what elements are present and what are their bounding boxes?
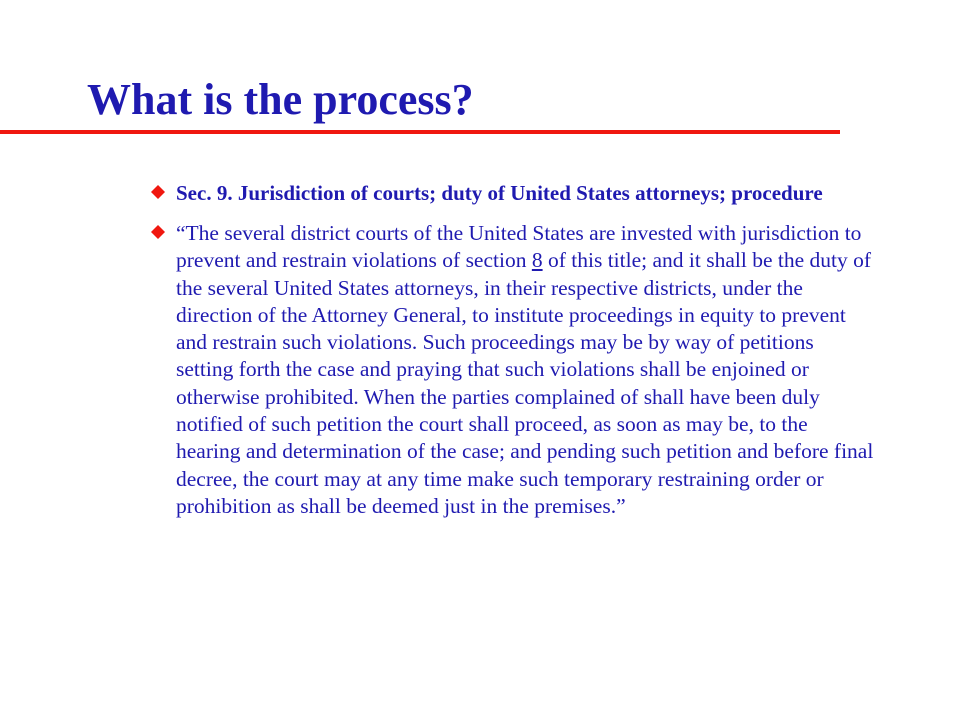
diamond-bullet-icon <box>151 185 165 199</box>
title-underline-rule <box>0 130 840 134</box>
quote-text-part-2: of this title; and it shall be the duty of the several United States attorneys, in their respective districts, under the direction of the Attorney General, to institute proceedings in equity to prevent and restrain such violations. Such proceedings may be by way of petitions setting forth the case and praying that such violations shall be enjoined or otherwise prohibited. When the parties complained of shall have been duly notified of such petition the court shall proceed, as soon as may be, to the hearing and determination of the case; and pending such petition and before final decree, the court may at any time make such temporary restraining order or prohibition as shall be deemed just in the premises.” <box>176 248 874 518</box>
quote-text-part-1: “The several district courts of the United States are invested with jurisdiction to prevent and restrain violations of section <box>176 221 862 273</box>
bullet-list <box>176 180 896 533</box>
statute-quote-text <box>176 220 876 520</box>
section-8-link[interactable]: 8 <box>531 248 543 273</box>
diamond-bullet-icon <box>151 225 165 239</box>
bullet-item-heading <box>176 180 896 207</box>
bullet-heading-text: Sec. 9. Jurisdiction of courts; duty of United States attorneys; procedure <box>176 181 823 205</box>
bullet-item-quote <box>176 220 896 520</box>
slide-title: What is the process? <box>87 75 474 124</box>
